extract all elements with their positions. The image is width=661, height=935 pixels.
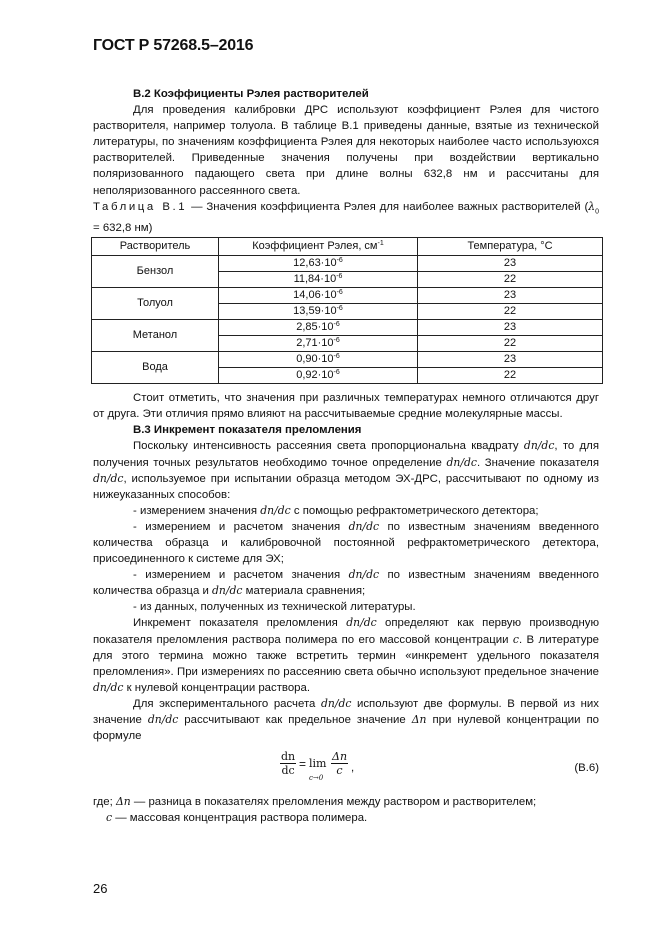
paragraph-b2: Для проведения калибровки ДРС используют коэффициент Рэлея для чистого растворителя, например толуола. В таблице В.1 приведены данные, взятые из технической литературы, по значениям коэффициента Рэлея для некоторых наиболее часто используюхся растворителей. Приведенные значения получены при воздействии вертикально поляризованного падающего света при длине волны 632,8 нм и рассчитаны для неполяризованного рассеянного света. bbox=[93, 104, 599, 197]
header-temperature: Температура, °С bbox=[418, 238, 603, 256]
dndc-symbol: dn/dc bbox=[348, 568, 380, 582]
standard-header: ГОСТ Р 57268.5–2016 bbox=[93, 37, 254, 54]
coefficient-exp: -6 bbox=[336, 305, 343, 313]
text-run: Инкремент показателя преломления bbox=[133, 617, 347, 630]
method-item-1 bbox=[93, 503, 599, 519]
table-caption bbox=[93, 199, 599, 236]
lambda-symbol: λ bbox=[588, 199, 596, 213]
temperature-cell: 22 bbox=[418, 336, 603, 352]
text-run: рассчитывают как предельное значение bbox=[178, 714, 412, 726]
coefficient-exp: -6 bbox=[333, 369, 340, 377]
formula-equals: = bbox=[299, 757, 307, 772]
document-body bbox=[93, 86, 599, 826]
text-run: Поскольку интенсивность рассеяния света пропорциональна квадрату bbox=[133, 440, 524, 453]
coefficient-cell bbox=[219, 304, 418, 320]
temperature-cell: 23 bbox=[418, 288, 603, 304]
c-symbol: c bbox=[106, 811, 113, 825]
text-run: . В литературе для этого термина можно также встретить термин «инкремент удельного показателя преломления». При измерениях по рассеянию света обычно используют предельное значение bbox=[93, 633, 599, 678]
c-symbol: c bbox=[512, 632, 519, 646]
text-run: - измерением значения bbox=[133, 504, 261, 517]
lambda-subscript: 0 bbox=[595, 207, 599, 215]
temperature-cell: 23 bbox=[418, 320, 603, 336]
coefficient-exp: -6 bbox=[333, 337, 340, 345]
coefficient-value: 14,06·10 bbox=[293, 289, 337, 302]
method-item-4: - из данных, полученных из технической литературы. bbox=[133, 601, 416, 614]
paragraph-after-table: Стоит отметить, что значения при различных температурах немного отличаются друг от друга. Эти отличия прямо влияют на рассчитываемые средние молекулярные массы. bbox=[93, 392, 599, 421]
coefficient-cell bbox=[219, 272, 418, 288]
dndc-symbol: dn/dc bbox=[93, 471, 124, 485]
text-run: , используемое при испытании образца методом ЭХ-ДРС, рассчитывают по одному из нижеуказанных способов: bbox=[93, 472, 599, 501]
dndc-symbol: dn/dc bbox=[211, 584, 243, 598]
formula-b6 bbox=[93, 746, 599, 794]
temperature-cell: 23 bbox=[418, 352, 603, 368]
coefficient-value: 13,59·10 bbox=[293, 305, 337, 318]
table-header-row bbox=[92, 238, 603, 256]
section-heading-b3: В.3 Инкремент показателя преломления bbox=[133, 424, 362, 437]
formula-comma: , bbox=[351, 762, 355, 775]
header-coefficient bbox=[219, 238, 418, 256]
formula-lim-subscript: c→0 bbox=[309, 774, 324, 783]
coefficient-cell bbox=[219, 320, 418, 336]
temperature-cell: 22 bbox=[418, 304, 603, 320]
table-caption-text: — Значения коэффициента Рэлея для наиболее важных растворителей ( bbox=[187, 200, 589, 213]
coefficient-cell bbox=[219, 368, 418, 384]
delta-n-symbol: Δn bbox=[411, 713, 427, 726]
formula-denominator: c bbox=[336, 764, 343, 778]
dndc-symbol: dn/dc bbox=[348, 519, 380, 533]
text-run: — массовая концентрация раствора полимера. bbox=[112, 812, 368, 825]
table-row bbox=[92, 256, 603, 272]
coefficient-exp: -6 bbox=[336, 273, 343, 281]
dndc-symbol: dn/dc bbox=[147, 713, 179, 726]
coefficient-value: 0,92·10 bbox=[296, 369, 334, 382]
formula-numerator: Δn bbox=[332, 750, 348, 764]
method-item-3 bbox=[93, 567, 599, 599]
text-run: - измерением и расчетом значения bbox=[133, 569, 349, 582]
dndc-symbol: dn/dc bbox=[93, 680, 124, 694]
solvent-cell: Толуол bbox=[92, 288, 219, 320]
paragraph-b3-2 bbox=[93, 615, 599, 695]
coefficient-cell bbox=[219, 352, 418, 368]
where-line-1 bbox=[93, 794, 599, 810]
section-heading-b2: В.2 Коэффициенты Рэлея растворителей bbox=[133, 88, 369, 100]
temperature-cell: 22 bbox=[418, 368, 603, 384]
table-row bbox=[92, 288, 603, 304]
table-row bbox=[92, 352, 603, 368]
text-run: с помощью рефрактометрического детектора; bbox=[290, 504, 539, 517]
dndc-symbol: dn/dc bbox=[523, 439, 555, 453]
paragraph-b3-1 bbox=[93, 438, 599, 502]
solvent-cell: Вода bbox=[92, 352, 219, 384]
text-run: материала сравнения; bbox=[242, 585, 366, 598]
dndc-symbol: dn/dc bbox=[346, 616, 377, 630]
header-coefficient-label: Коэффициент Рэлея, см bbox=[252, 240, 378, 253]
text-run: - измерением и расчетом значения bbox=[133, 520, 349, 533]
table-caption-tail: = 632,8 нм) bbox=[93, 222, 153, 235]
coefficient-cell bbox=[219, 256, 418, 272]
header-coefficient-exp: -1 bbox=[377, 240, 384, 248]
text-run: при нулевой концентрации по формуле bbox=[93, 714, 599, 743]
formula-left-fraction bbox=[280, 750, 296, 777]
formula-right-fraction bbox=[331, 750, 348, 777]
text-run: используют две формулы. В первой из них значение bbox=[93, 697, 599, 726]
coefficient-exp: -6 bbox=[336, 289, 343, 297]
text-run: определяют как первую производную показателя преломления раствора полимера по его массовой концентрации bbox=[93, 617, 599, 646]
method-item-2 bbox=[93, 519, 599, 567]
formula-lim: lim bbox=[309, 757, 327, 771]
coefficient-exp: -6 bbox=[333, 321, 340, 329]
rayleigh-table bbox=[91, 237, 603, 384]
coefficient-cell bbox=[219, 336, 418, 352]
coefficient-value: 11,84·10 bbox=[293, 273, 337, 286]
temperature-cell: 22 bbox=[418, 272, 603, 288]
temperature-cell: 23 bbox=[418, 256, 603, 272]
page-number: 26 bbox=[93, 881, 108, 896]
formula-number: (В.6) bbox=[574, 762, 599, 775]
text-run: по известным значениям введенного количества образца и bbox=[93, 569, 599, 598]
table-caption-label: Таблица В.1 bbox=[93, 200, 188, 213]
delta-n-symbol: Δn bbox=[115, 795, 131, 809]
solvent-cell: Бензол bbox=[92, 256, 219, 288]
dndc-symbol: dn/dc bbox=[446, 455, 477, 469]
dndc-symbol: dn/dc bbox=[260, 503, 291, 517]
text-run: . Значение показателя bbox=[476, 456, 599, 469]
dndc-symbol: dn/dc bbox=[320, 696, 352, 710]
formula-numerator: dn bbox=[281, 750, 296, 764]
coefficient-exp: -6 bbox=[333, 353, 340, 361]
coefficient-value: 2,85·10 bbox=[296, 321, 334, 334]
where-line-2 bbox=[93, 810, 599, 826]
text-run: Для экспериментального расчета bbox=[133, 697, 321, 710]
text-run: где; bbox=[93, 796, 116, 809]
text-run: к нулевой концентрации раствора. bbox=[123, 681, 311, 694]
coefficient-value: 2,71·10 bbox=[296, 337, 334, 350]
text-run: — разница в показателях преломления между раствором и растворителем; bbox=[130, 796, 537, 809]
coefficient-cell bbox=[219, 288, 418, 304]
table-row bbox=[92, 320, 603, 336]
text-run: , то для получения точных результатов необходимо точное определение bbox=[93, 440, 599, 469]
coefficient-value: 0,90·10 bbox=[296, 353, 334, 366]
coefficient-value: 12,63·10 bbox=[293, 257, 337, 270]
paragraph-b3-3 bbox=[93, 696, 599, 744]
coefficient-exp: -6 bbox=[336, 257, 343, 265]
formula-denominator: dc bbox=[281, 764, 295, 778]
header-solvent: Растворитель bbox=[92, 238, 219, 256]
text-run: по известным значениям введенного количества образца и калибровочной постоянной рефрактометрического детектора, присоединенного к системе для ЭХ; bbox=[93, 520, 599, 566]
solvent-cell: Метанол bbox=[92, 320, 219, 352]
